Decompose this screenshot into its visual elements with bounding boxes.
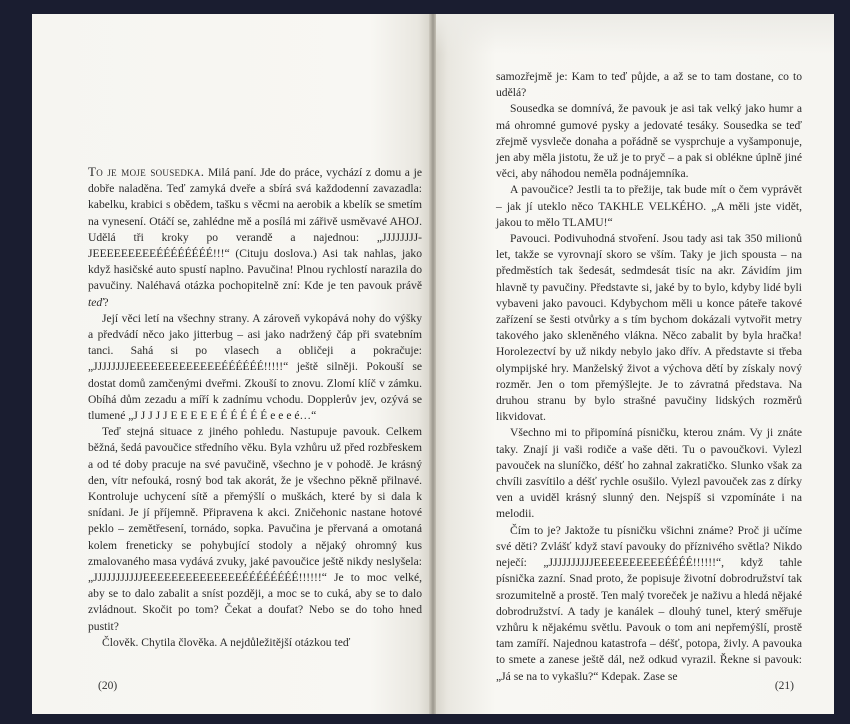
paragraph: Sousedka se domnívá, že pavouk je asi tak velký jako humr a má ohromné gumové pysky a jedovaté tesáky. Sousedka se teď zřejmě vysvleče donaha a pořádně se vysprchuje a vyšamponuje, jen aby měla jistotu, že už je to pryč – a pak si oblékne úplně jiné věci, aby náhodou neměla podnájemníka. (496, 102, 802, 181)
paragraph: Její věci letí na všechny strany. A zároveň vykopává nohy do výšky a předvádí něco jako jitterbug – asi jako nadržený čáp při svatebním tanci. Sahá si po vlasech a obličeji a pokračuje: „JJJJJJJJEEEEEEEEEEEEEÉÉÉÉÉÉ!!!!!“ ještě silněji. Pokouší se dostat domů zamčenými dveřmi. Zkouší to znovu. Zlomí klíč v zámku. Obíhá dům zezadu a míří k zadnímu vchodu. Dopplerův jev, ozývá se tlumené „J J J J J E E E E E É É É É É e e e é…“ (88, 311, 422, 423)
left-page (32, 14, 430, 714)
left-page-text (88, 164, 422, 651)
paragraph: samozřejmě je: Kam to teď půjde, a až se to tam dostane, co to udělá? (496, 70, 802, 100)
paragraph-text: Milá paní. Jde do práce, vychází z domu a je dobře naladěna. Teď zamyká dveře a sbírá svá každodenní zavazadla: kabelku, krabici s obědem, tašku s věcmi na aerobik a kbelík se smetím na vynesení. Otáčí se, zahlédne mě a posílá mi zářivě usměvavé AHOJ. Udělá tři kroky po verandě a najednou: „JJJJJJJJJEEEEEEEEEÉÉÉÉÉÉÉÉ!!!“ (Cituju doslova.) Asi tak nahlas, jako když hasičské auto spustí naplno. Pavučina! Plnou rychlostí narazila do pavučiny. Naléhavá otázka pochopitelně zní: Kde je ten pavouk právě teď? (88, 166, 422, 309)
page-shading (436, 14, 834, 54)
paragraph: Čím to je? Jaktože tu písničku všichni známe? Proč ji učíme své děti? Zvlášť když staví pavouky do příznivého světla? Nikdo neječí: „JJJJJJJJJJEEEEEEEEEEÉÉÉÉ!!!!!!“, když tahle písnička zazní. Snad proto, že popisuje životní dobrodružství tak srozumitelně a prostě. Ten malý tvoreček je naživu a hledá nějaké dobrodružství. A tady je kanálek – dlouhý tunel, který směřuje vzhůru k nějakému světlu. Pavouk o tom ani nepřemýšlí, prostě tam zamíří. Najednou katastrofa – déšť, potopa, živly. A pavouka to smete a zanese ještě dál, než odkud vyrazil. Řekne si pavouk: „Já se na to vykašlu?“ Kdepak. Zase se (496, 523, 802, 683)
page-number: (21) (774, 680, 794, 692)
paragraph: Teď stejná situace z jiného pohledu. Nastupuje pavouk. Celkem běžná, šedá pavoučice středního věku. Byla vzhůru už před rozbřeskem a od té doby pracuje na své pavučině, všechno je v pohodě. Je krásný den, vítr nefouká, rosný bod tak akorát, že je všechno pěkně přilnavé. Kontroluje uchycení sítě a přemýšlí o muškách, které by si dala k snídani. Je jí příjemně. Připravena k akci. Zničehonic nastane hotové peklo – zemětřesení, tornádo, sopka. Pavučina je přervaná a omotaná kolem freneticky se pohybující stodoly a nějaký ohromný kus zmalovaného masa vydává zvuky, jaké pavoučice ještě nikdy neslyšela: „JJJJJJJJJJJEEEEEEEEEEEEEEÉÉÉÉÉÉÉÉ!!!!!!“ Je to moc velké, aby se to dalo zabalit a sníst později, a moc se to cuká, aby se to dalo zvládnout. Skočit po tom? Čekat a doufat? Nebo se do toho hned pustit? (88, 425, 422, 633)
paragraph: Člověk. Chytila člověka. A nejdůležitější otázkou teď (102, 635, 351, 649)
right-page (436, 14, 834, 714)
right-page-text (496, 69, 802, 685)
paragraph (88, 164, 422, 311)
paragraph: Všechno mi to připomíná písničku, kterou znám. Vy ji znáte taky. Znají ji vaši rodiče a vaše děti. Tu o pavoučkovi. Vylezl pavouček na sluníčko, déšť ho zahnal zakratičko. Slunko však za chvíli zasvítilo a déšť rychle osušilo. Vylezl pavouček zas z dírky ven a uviděl krásný slunný den. Nejspíš si vzpomínáte i na melodii. (496, 426, 802, 521)
emphasis-word: teď (88, 295, 104, 309)
chapter-opening: To je moje sousedka. (88, 164, 205, 179)
paragraph: Pavouci. Podivuhodná stvoření. Jsou tady asi tak 350 milionů let, takže se vyrovnají skoro se vším. Taky je jich spousta – na předměstích tak šedesát, sedmdesát tisíc na akr. Závidím jim hlavně ty pavučiny. Představte si, jaké by to bylo, kdyby lidé byli vybaveni jako pavouci. Kdybychom měli u konce páteře takové zařízení se šesti otvůrky a s tím bychom dokázali vytvořit metry takového jako skleněného vlákna. Něco zabalit by byla hračka! Horolezectví by už nikdy nebylo jako dřív. A představte si třeba olympijské hry. Manželský život a výchova dětí by získaly nový rozměr. Jen o tom přemýšlejte. Je to závratná představa. Na druhou stranu by bylo strašné pavučiny lidských rozměrů likvidovat. (496, 232, 802, 424)
page-number: (20) (98, 680, 118, 692)
paragraph: A pavoučice? Jestli ta to přežije, tak bude mít o čem vyprávět – jak jí uteklo něco TAKHLE VELKÉHO. „A měli jste vidět, jakou to mělo TLAMU!“ (496, 183, 802, 229)
